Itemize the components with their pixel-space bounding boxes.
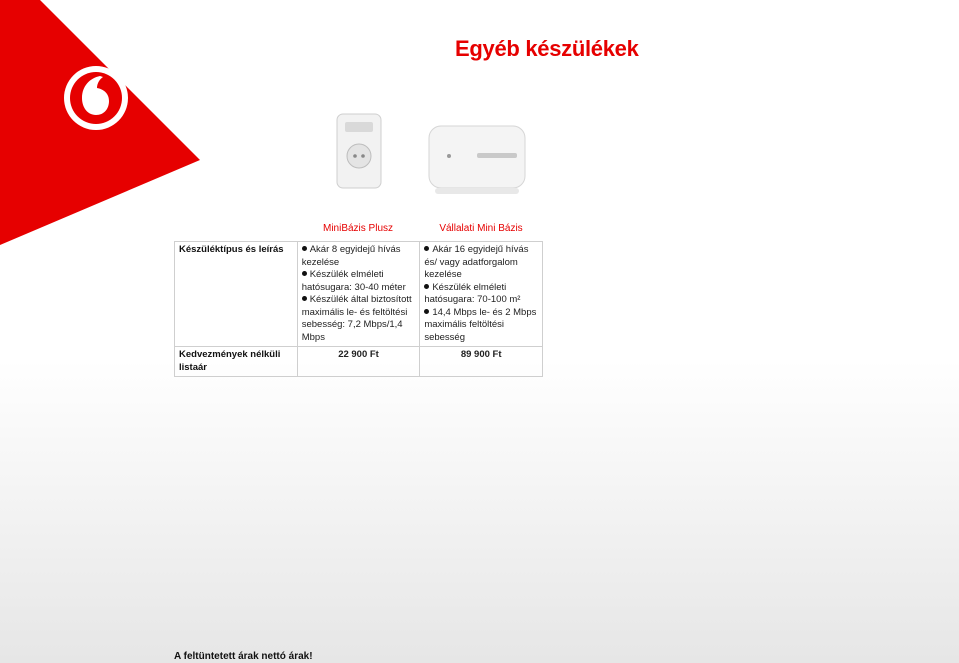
price-cell-1: 22 900 Ft: [297, 347, 420, 377]
list-item: Akár 16 egyidejű hívás és/ vagy adatforgalom kezelése: [424, 244, 529, 280]
bullet-icon: [302, 246, 307, 251]
background-gradient: [0, 360, 959, 663]
list-item: Készülék által biztosított maximális le- és feltöltési sebesség: 7,2 Mbps/1,4 Mbps: [301, 294, 412, 343]
table-row: [175, 347, 543, 377]
red-corner-banner: [0, 0, 200, 245]
row-label-price: Kedvezmények nélküli listaár: [175, 347, 298, 377]
spec-table: [174, 241, 543, 377]
vodafone-logo: [64, 66, 128, 130]
list-item: 14,4 Mbps le- és 2 Mbps maximális feltöltési sebesség: [424, 306, 537, 343]
bullet-icon: [424, 284, 429, 289]
product-name-2: Vállalati Mini Bázis: [439, 223, 523, 234]
power-plug-device-image: [335, 110, 383, 190]
features-cell-1: [297, 242, 420, 347]
mini-base-station-image: [427, 118, 527, 198]
row-label-features: Készüléktípus és leírás: [175, 242, 298, 347]
page-title: Egyéb készülékek: [455, 36, 639, 61]
list-item: Akár 8 egyidejű hívás kezelése: [301, 244, 401, 268]
list-item: Készülék elméleti hatósugara: 70-100 m²: [424, 281, 521, 305]
price-cell-2: 89 900 Ft: [420, 347, 543, 377]
bullet-icon: [424, 246, 429, 251]
footer-note: A feltüntetett árak nettó árak!: [174, 651, 313, 662]
list-item: Készülék elméleti hatósugara: 30-40 méter: [301, 269, 406, 293]
table-row: [175, 242, 543, 347]
features-cell-2: [420, 242, 543, 347]
bullet-icon: [302, 271, 307, 276]
bullet-icon: [302, 296, 307, 301]
product-name-1: MiniBázis Plusz: [322, 223, 394, 234]
bullet-icon: [424, 309, 429, 314]
